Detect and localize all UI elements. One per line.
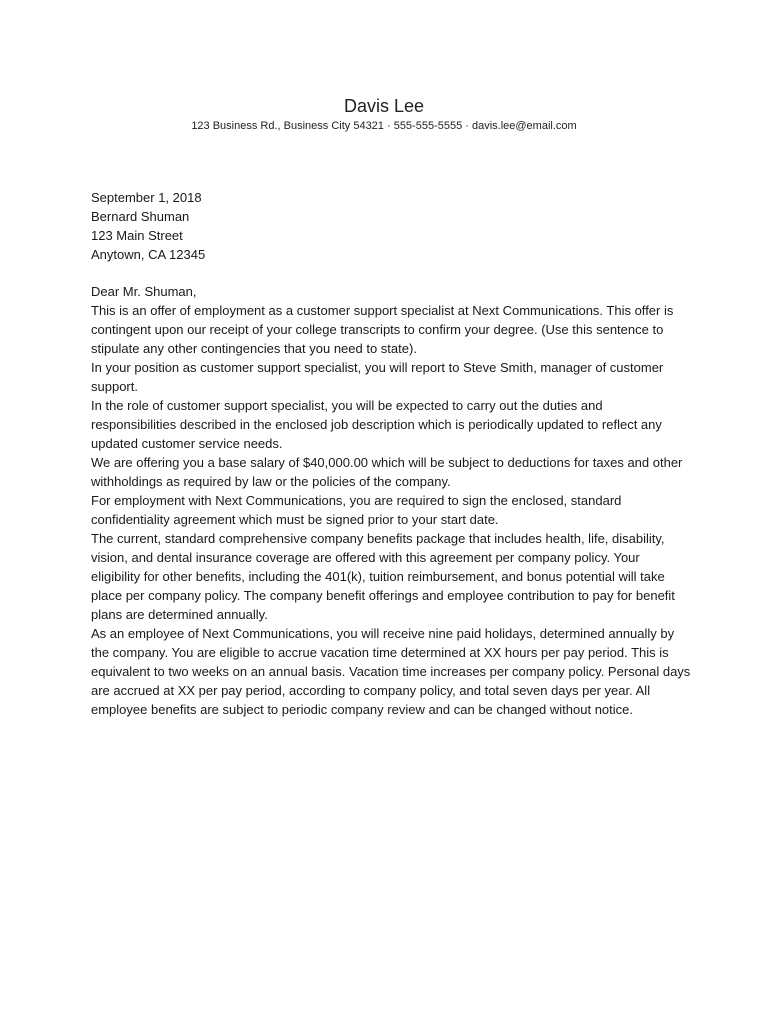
sender-contact-line: 123 Business Rd., Business City 54321 · 555-555-5555 · davis.lee@email.com (191, 120, 577, 132)
sender-name: Davis Lee (343, 96, 425, 116)
salutation: Dear Mr. Shuman, (91, 284, 197, 299)
paragraph-salary: We are offering you a base salary of $40,000.00 which will be subject to deductions for taxes and other withholdings as required by law or the policies of the company. (91, 455, 683, 489)
paragraph-offer: This is an offer of employment as a customer support specialist at Next Communications. This offer is contingent upon our receipt of your college transcripts to confirm your degree. (Use this sentence to stipulate any other contingencies that you need to state). (91, 303, 674, 356)
paragraph-confidentiality: For employment with Next Communications, you are required to sign the enclosed, standard confidentiality agreement which must be signed prior to your start date. (91, 493, 622, 527)
letter-body (91, 188, 691, 719)
recipient-city: Anytown, CA 12345 (91, 247, 206, 262)
recipient-name: Bernard Shuman (91, 209, 190, 224)
paragraph-duties: In the role of customer support specialist, you will be expected to carry out the duties and responsibilities described in the enclosed job description which is periodically updated to reflect any updated customer service needs. (91, 398, 662, 451)
paragraph-reporting: In your position as customer support specialist, you will report to Steve Smith, manager of customer support. (91, 360, 664, 394)
recipient-address (91, 207, 691, 264)
letter-date: September 1, 2018 (91, 190, 202, 205)
recipient-street: 123 Main Street (91, 228, 183, 243)
paragraph-benefits: The current, standard comprehensive company benefits package that includes health, life, disability, vision, and dental insurance coverage are offered with this agreement per company policy. Your eligibility for other benefits, including the 401(k), tuition reimbursement, and bonus potential will take place per company policy. The company benefit offerings and employee contribution to pay for benefit plans are determined annually. (91, 531, 675, 622)
letterhead (0, 94, 768, 133)
paragraph-holidays: As an employee of Next Communications, you will receive nine paid holidays, determined annually by the company. You are eligible to accrue vacation time determined at XX hours per pay period. This is equivalent to two weeks on an annual basis. Vacation time increases per company policy. Personal days are accrued at XX per pay period, according to company policy, and total seven days per year. All employee benefits are subject to periodic company review and can be changed without notice. (91, 626, 691, 717)
